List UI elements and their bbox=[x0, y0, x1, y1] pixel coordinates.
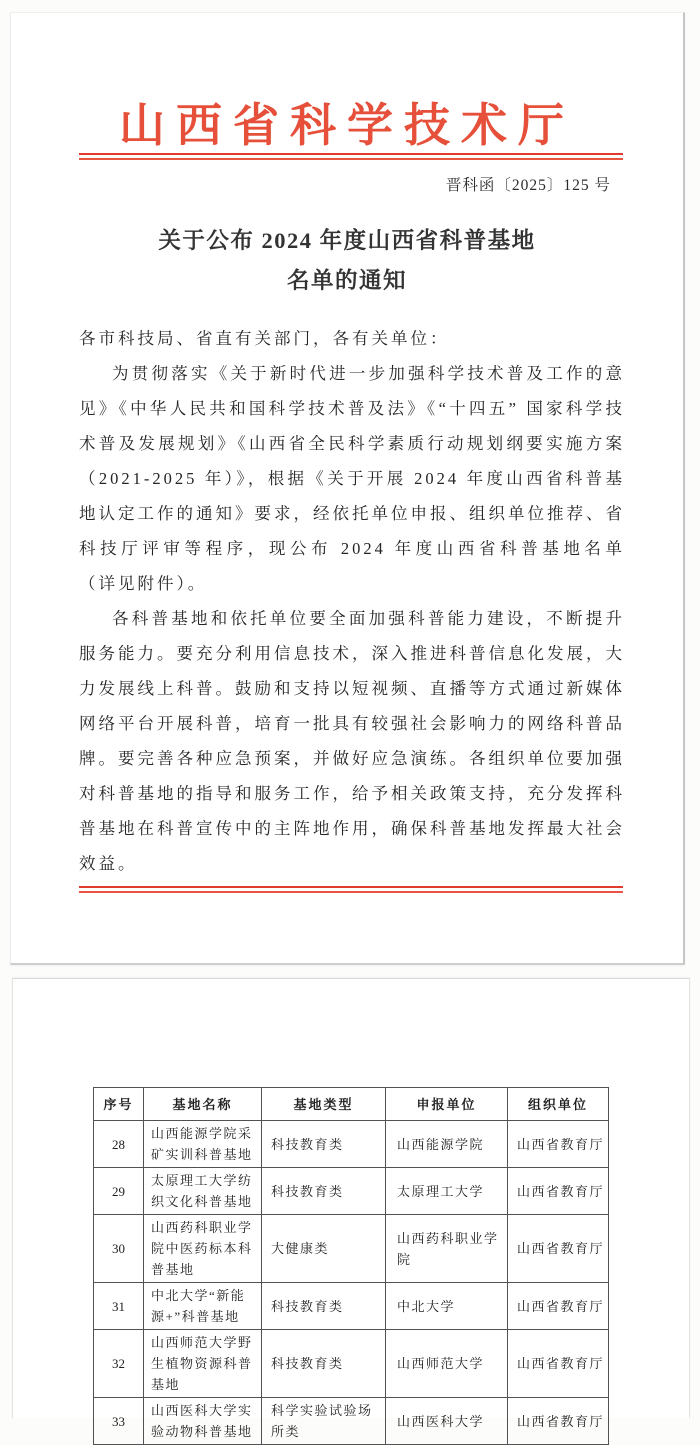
cell-base-type: 科技教育类 bbox=[262, 1330, 386, 1398]
document-title-line1: 关于公布 2024 年度山西省科普基地 bbox=[158, 228, 536, 253]
cell-applicant: 中北大学 bbox=[386, 1283, 508, 1330]
document-body bbox=[79, 321, 625, 881]
cell-seq: 31 bbox=[94, 1283, 144, 1330]
table-header-cell: 组织单位 bbox=[508, 1088, 609, 1121]
cell-base-type: 科技教育类 bbox=[262, 1168, 386, 1215]
cell-applicant: 山西医科大学 bbox=[386, 1398, 508, 1445]
cell-base-name: 山西能源学院采矿实训科普基地 bbox=[144, 1121, 262, 1168]
table-row bbox=[94, 1121, 609, 1168]
cell-base-name: 中北大学“新能源+”科普基地 bbox=[144, 1283, 262, 1330]
cell-applicant: 山西能源学院 bbox=[386, 1121, 508, 1168]
scanned-page-2 bbox=[12, 978, 690, 1439]
cell-applicant: 太原理工大学 bbox=[386, 1168, 508, 1215]
cell-base-name: 太原理工大学纺织文化科普基地 bbox=[144, 1168, 262, 1215]
cell-organizer: 山西省教育厅 bbox=[508, 1330, 609, 1398]
body-paragraph-1: 为贯彻落实《关于新时代进一步加强科学技术普及工作的意见》《中华人民共和国科学技术普及法》《“十四五” 国家科学技术普及发展规划》《山西省全民科学素质行动规划纲要实施方案（2021-2025 年）》，根据《关于开展 2024 年度山西省科普基地认定工作的通知》要求，经依托单位申报、组织单位推荐、省科技厅评审等程序，现公布 2024 年度山西省科普基地名单（详见附件）。 bbox=[79, 364, 625, 593]
cell-seq: 32 bbox=[94, 1330, 144, 1398]
table-header-cell: 基地名称 bbox=[144, 1088, 262, 1121]
cell-base-name: 山西药科职业学院中医药标本科普基地 bbox=[144, 1215, 262, 1283]
table-header-cell: 申报单位 bbox=[386, 1088, 508, 1121]
scanned-page-1 bbox=[10, 12, 685, 965]
table-row bbox=[94, 1398, 609, 1445]
cell-seq: 33 bbox=[94, 1398, 144, 1445]
cell-organizer: 山西省教育厅 bbox=[508, 1283, 609, 1330]
table-row bbox=[94, 1330, 609, 1398]
document-title-line2: 名单的通知 bbox=[286, 268, 407, 293]
cell-seq: 30 bbox=[94, 1215, 144, 1283]
cell-organizer: 山西省教育厅 bbox=[508, 1215, 609, 1283]
cell-applicant: 山西师范大学 bbox=[386, 1330, 508, 1398]
cell-organizer: 山西省教育厅 bbox=[508, 1121, 609, 1168]
table-header-cell: 基地类型 bbox=[262, 1088, 386, 1121]
cell-base-type: 科技教育类 bbox=[262, 1283, 386, 1330]
cell-organizer: 山西省教育厅 bbox=[508, 1398, 609, 1445]
cell-applicant: 山西药科职业学院 bbox=[386, 1215, 508, 1283]
cell-seq: 29 bbox=[94, 1168, 144, 1215]
cell-base-name: 山西医科大学实验动物科普基地 bbox=[144, 1398, 262, 1445]
cell-base-type: 大健康类 bbox=[262, 1215, 386, 1283]
table-row bbox=[94, 1168, 609, 1215]
footer-divider-rule bbox=[79, 886, 623, 893]
agency-title: 山西省科学技术厅 bbox=[119, 100, 575, 151]
cell-base-type: 科学实验试验场所类 bbox=[262, 1398, 386, 1445]
cell-base-type: 科技教育类 bbox=[262, 1121, 386, 1168]
salutation: 各市科技局、省直有关部门，各有关单位： bbox=[79, 329, 450, 348]
document-number: 晋科函〔2025〕125 号 bbox=[445, 177, 611, 194]
body-paragraph-2: 各科普基地和依托单位要全面加强科普能力建设，不断提升服务能力。要充分利用信息技术，深入推进科普信息化发展，大力发展线上科普。鼓励和支持以短视频、直播等方式通过新媒体网络平台开展科普，培育一批具有较强社会影响力的网络科普品牌。要完善各种应急预案，并做好应急演练。各组织单位要加强对科普基地的指导和服务工作，给予相关政策支持，充分发挥科普基地在科普宣传中的主阵地作用，确保科普基地发挥最大社会效益。 bbox=[79, 609, 625, 873]
header-divider-rule bbox=[79, 153, 623, 160]
base-list-table bbox=[93, 1087, 609, 1445]
cell-seq: 28 bbox=[94, 1121, 144, 1168]
document-title bbox=[11, 221, 683, 301]
table-row bbox=[94, 1215, 609, 1283]
table-header-cell: 序号 bbox=[94, 1088, 144, 1121]
cell-organizer: 山西省教育厅 bbox=[508, 1168, 609, 1215]
table-header-row bbox=[94, 1088, 609, 1121]
table-row bbox=[94, 1283, 609, 1330]
cell-base-name: 山西师范大学野生植物资源科普基地 bbox=[144, 1330, 262, 1398]
